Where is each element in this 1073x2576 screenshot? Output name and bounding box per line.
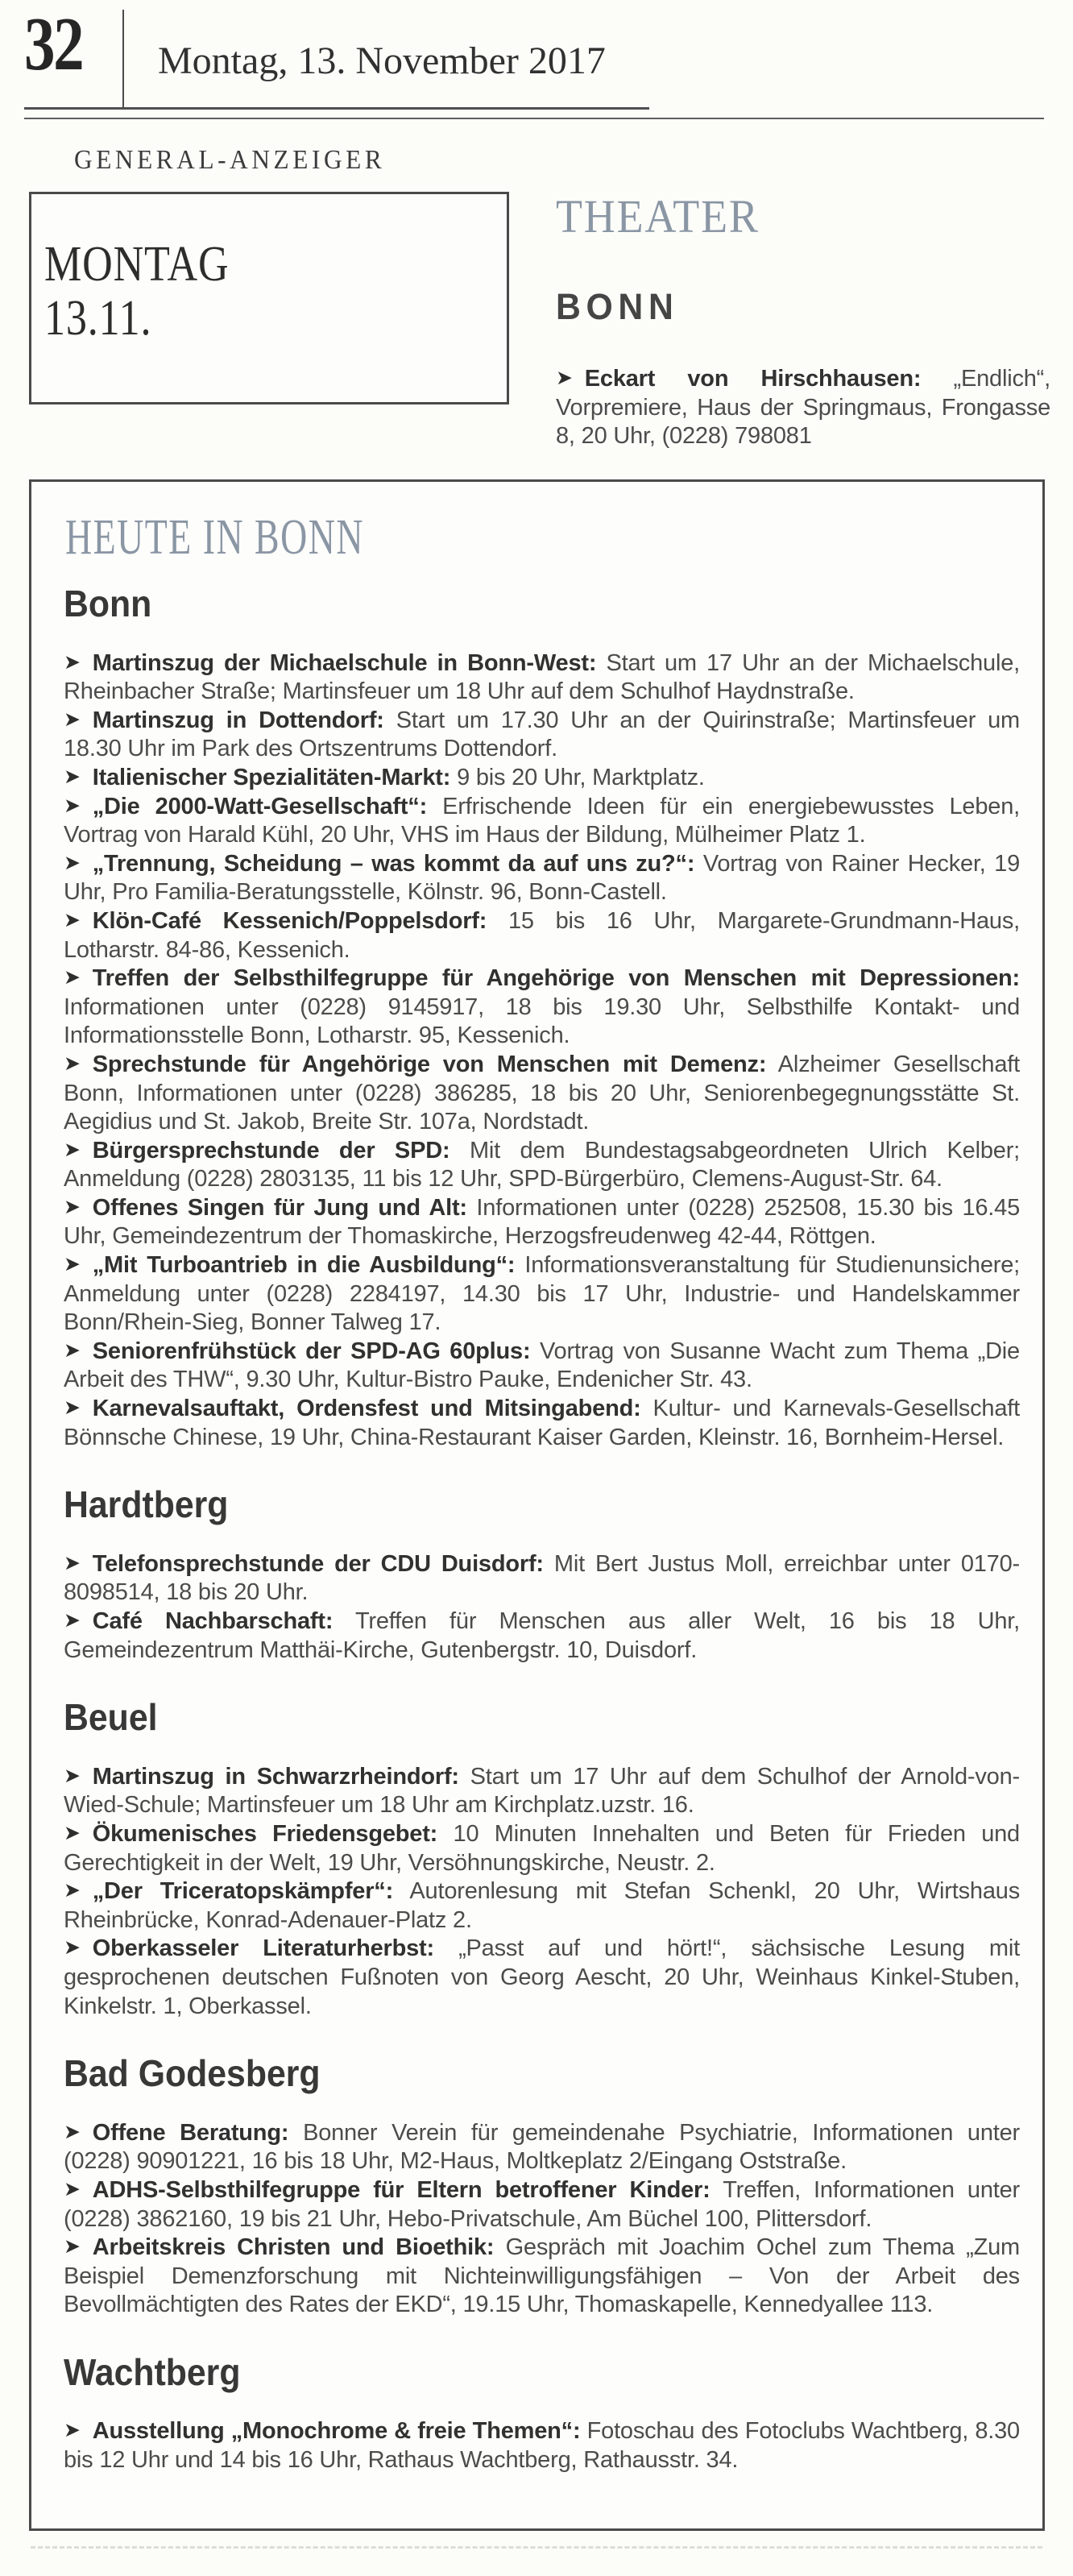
bullet-arrow-icon: ➤	[64, 793, 81, 817]
event-item	[64, 1607, 1020, 1665]
day-box-date: 13.11.	[44, 291, 152, 346]
section-heading-hardtberg: Hardtberg	[64, 1483, 229, 1526]
event-item	[64, 2176, 1020, 2234]
section-heading-bonn: Bonn	[64, 583, 152, 624]
event-lead: Eckart von Hirschhausen:	[584, 366, 922, 392]
bullet-arrow-icon: ➤	[64, 2234, 81, 2259]
event-item	[64, 649, 1020, 707]
theater-city-heading: BONN	[556, 286, 679, 327]
bottom-scan-line	[31, 2546, 1042, 2549]
event-text: Informationen unter (0228) 9145917, 18 bis 19.30 Uhr, Selbsthilfe Kontakt- und Informationsstelle Bonn, Lotharstr. 95, Kessenich.	[64, 993, 1020, 1049]
header-rule-top	[24, 107, 649, 110]
event-item	[64, 1137, 1020, 1194]
event-item	[64, 793, 1020, 850]
event-lead: Seniorenfrühstück der SPD-AG 60plus:	[92, 1338, 531, 1364]
event-text: Treffen, Informationen unter (0228) 3862160, 19 bis 21 Uhr, Hebo-Privatschule, Am Büchel 100, Plittersdorf.	[64, 2176, 1020, 2232]
event-item	[64, 1051, 1020, 1137]
bullet-arrow-icon: ➤	[64, 1396, 81, 1420]
event-item	[64, 1550, 1020, 1607]
theater-title: THEATER	[556, 190, 760, 243]
event-item	[64, 1251, 1020, 1338]
bullet-arrow-icon: ➤	[64, 1051, 81, 1075]
section-event-list	[64, 649, 1020, 1453]
bullet-arrow-icon: ➤	[64, 2176, 81, 2201]
event-text: Informationsveranstaltung für Studienunsichere; Anmeldung unter (0228) 2284197, 14.30 bis 17 Uhr, Industrie- und Handelskammer Bonn/Rhein-Sieg, Bonner Talweg 17.	[64, 1252, 1020, 1336]
header-rule-bottom	[24, 118, 1044, 119]
heute-title: HEUTE IN BONN	[65, 510, 364, 565]
heute-in-bonn-box	[29, 479, 1045, 2531]
event-lead: Oberkasseler Literaturherbst:	[92, 1935, 434, 1962]
section-event-list	[64, 2417, 1020, 2474]
heute-sections	[64, 583, 1020, 2475]
event-text: Kultur- und Karnevals-Gesellschaft Bönnsche Chinese, 19 Uhr, China-Restaurant Kaiser Garden, Kleinstr. 16, Bornheim-Hersel.	[64, 1396, 1020, 1450]
event-item	[556, 365, 1050, 451]
event-lead: Italienischer Spezialitäten-Markt:	[92, 764, 451, 790]
bullet-arrow-icon: ➤	[64, 1338, 81, 1362]
event-item	[64, 1395, 1020, 1452]
event-item	[64, 2119, 1020, 2176]
event-text: Autorenlesung mit Stefan Schenkl, 20 Uhr, Wirtshaus Rheinbrücke, Konrad-Adenauer-Platz 2.	[64, 1878, 1020, 1933]
bullet-arrow-icon: ➤	[64, 965, 81, 989]
section-heading-wachtberg: Wachtberg	[64, 2350, 241, 2393]
event-lead: „Trennung, Scheidung – was kommt da auf uns zu?“:	[92, 850, 695, 877]
page-date: Montag, 13. November 2017	[158, 39, 606, 82]
event-text: Mit Bert Justus Moll, erreichbar unter 0170-8098514, 18 bis 20 Uhr.	[64, 1550, 1020, 1606]
event-text: Gespräch mit Joachim Ochel zum Thema „Zum Beispiel Demenzforschung mit Nichteinwilligungsfähigen – Von der Arbeit des Bevollmächtigten des Rates der EKD“, 19.15 Uhr, Thomaskapelle, Kennedyallee 113.	[64, 2234, 1020, 2318]
event-lead: Bürgersprechstunde der SPD:	[92, 1137, 450, 1164]
header-divider	[122, 10, 124, 108]
bullet-arrow-icon: ➤	[64, 1935, 81, 1960]
theater-section	[556, 190, 1050, 451]
event-lead: Café Nachbarschaft:	[92, 1608, 334, 1634]
event-item	[64, 1194, 1020, 1251]
event-item	[64, 1338, 1020, 1395]
event-text: „Passt auf und hört!“, sächsische Lesung mit gesprochenen deutschen Fußnoten von Georg Aescht, 20 Uhr, Weinhaus Kinkel-Stuben, Kinkelstr. 1, Oberkassel.	[64, 1935, 1020, 2019]
section-event-list	[64, 2119, 1020, 2320]
masthead: GENERAL-ANZEIGER	[74, 145, 386, 175]
event-item	[64, 2234, 1020, 2320]
event-item	[64, 907, 1020, 964]
event-lead: „Die 2000-Watt-Gesellschaft“:	[92, 793, 428, 819]
event-text: Vortrag von Rainer Hecker, 19 Uhr, Pro Familia-Beratungsstelle, Kölnstr. 96, Bonn-Castell.	[64, 850, 1021, 906]
event-text: Start um 17 Uhr auf dem Schulhof der Arnold-von-Wied-Schule; Martinsfeuer um 18 Uhr am Kirchplatz.uzstr. 16.	[64, 1763, 1020, 1819]
event-lead: Telefonsprechstunde der CDU Duisdorf:	[92, 1550, 544, 1577]
event-lead: Treffen der Selbsthilfegruppe für Angehörige von Menschen mit Depressionen:	[92, 965, 1020, 992]
section-heading-beuel: Beuel	[64, 1696, 158, 1739]
event-item	[64, 1820, 1020, 1877]
event-lead: Ökumenisches Friedensgebet:	[92, 1820, 438, 1847]
event-item	[64, 707, 1020, 764]
bullet-arrow-icon: ➤	[64, 1194, 81, 1218]
event-lead: „Der Triceratopskämpfer“:	[92, 1878, 394, 1905]
page-number: 32	[24, 2, 83, 86]
event-text: 9 bis 20 Uhr, Marktplatz.	[457, 764, 705, 790]
event-lead: Karnevalsauftakt, Ordensfest und Mitsingabend:	[92, 1396, 641, 1422]
bullet-arrow-icon: ➤	[556, 366, 573, 389]
event-lead: Klön-Café Kessenich/Poppelsdorf:	[92, 907, 487, 934]
day-box	[29, 192, 509, 404]
event-text: Start um 17 Uhr an der Michaelschule, Rheinbacher Straße; Martinsfeuer um 18 Uhr auf dem Schulhof Haydnstraße.	[64, 649, 1020, 705]
bullet-arrow-icon: ➤	[64, 1608, 81, 1632]
bullet-arrow-icon: ➤	[64, 1550, 81, 1574]
event-lead: Arbeitskreis Christen und Bioethik:	[92, 2234, 495, 2261]
event-text: Alzheimer Gesellschaft Bonn, Informationen unter (0228) 386285, 18 bis 20 Uhr, Seniorenbegegnungsstätte St. Aegidius und St. Jakob, Breite Str. 107a, Nordstadt.	[64, 1051, 1020, 1135]
bullet-arrow-icon: ➤	[64, 1820, 81, 1844]
event-text: 10 Minuten Innehalten und Beten für Frieden und Gerechtigkeit in der Welt, 19 Uhr, Versöhnungskirche, Neustr. 2.	[64, 1820, 1020, 1876]
event-lead: Sprechstunde für Angehörige von Menschen mit Demenz:	[92, 1051, 767, 1077]
event-text: Vortrag von Susanne Wacht zum Thema „Die Arbeit des THW“, 9.30 Uhr, Kultur-Bistro Pauke, Endenicher Str. 43.	[64, 1338, 1020, 1393]
section-heading-bad-godesberg: Bad Godesberg	[64, 2052, 321, 2095]
event-lead: Martinszug der Michaelschule in Bonn-West:	[92, 649, 597, 676]
event-text: Informationen unter (0228) 252508, 15.30 bis 16.45 Uhr, Gemeindezentrum der Thomaskirche, Herzogsfreudenweg 42-44, Röttgen.	[64, 1194, 1021, 1250]
event-item	[64, 764, 1020, 793]
event-text: Treffen für Menschen aus aller Welt, 16 bis 18 Uhr, Gemeindezentrum Matthäi-Kirche, Gutenbergstr. 10, Duisdorf.	[64, 1608, 1020, 1663]
event-item	[64, 964, 1020, 1051]
event-item	[64, 1763, 1020, 1820]
event-text: Fotoschau des Fotoclubs Wachtberg, 8.30 bis 12 Uhr und 14 bis 16 Uhr, Rathaus Wachtberg, Rathausstr. 34.	[64, 2418, 1020, 2474]
event-text: Bonner Verein für gemeindenahe Psychiatrie, Informationen unter (0228) 90901221, 16 bis 18 Uhr, M2-Haus, Moltkeplatz 2/Eingang Oststraße.	[64, 2119, 1020, 2175]
section-event-list	[64, 1550, 1020, 1665]
event-lead: Ausstellung „Monochrome & freie Themen“:	[92, 2418, 581, 2445]
event-text: Start um 17.30 Uhr an der Quirinstraße; Martinsfeuer um 18.30 Uhr im Park des Ortszentrums Dottendorf.	[64, 707, 1020, 762]
event-text: 15 bis 16 Uhr, Margarete-Grundmann-Haus, Lotharstr. 84-86, Kessenich.	[64, 907, 1020, 963]
bullet-arrow-icon: ➤	[64, 707, 81, 731]
bullet-arrow-icon: ➤	[64, 764, 81, 788]
event-item	[64, 2417, 1020, 2474]
section-event-list	[64, 1763, 1020, 2021]
bullet-arrow-icon: ➤	[64, 2418, 81, 2442]
bullet-arrow-icon: ➤	[64, 1878, 81, 1902]
bullet-arrow-icon: ➤	[64, 2119, 81, 2143]
event-text: „Endlich“, Vorpremiere, Haus der Springmaus, Frongasse 8, 20 Uhr, (0228) 798081	[556, 366, 1050, 450]
bullet-arrow-icon: ➤	[64, 649, 81, 674]
event-item	[64, 1935, 1020, 2021]
event-item	[64, 850, 1020, 907]
day-box-day: MONTAG	[44, 237, 230, 292]
event-lead: Martinszug in Dottendorf:	[92, 707, 384, 733]
event-lead: Martinszug in Schwarzrheindorf:	[92, 1763, 459, 1790]
bullet-arrow-icon: ➤	[64, 850, 81, 874]
event-lead: Offene Beratung:	[92, 2119, 289, 2146]
bullet-arrow-icon: ➤	[64, 1137, 81, 1161]
event-item	[64, 1877, 1020, 1935]
event-lead: „Mit Turboantrieb in die Ausbildung“:	[92, 1252, 516, 1279]
bullet-arrow-icon: ➤	[64, 907, 81, 931]
event-text: Erfrischende Ideen für ein energiebewusstes Leben, Vortrag von Harald Kühl, 20 Uhr, VHS im Haus der Bildung, Mülheimer Platz 1.	[64, 793, 1020, 848]
bullet-arrow-icon: ➤	[64, 1252, 81, 1276]
event-lead: Offenes Singen für Jung und Alt:	[92, 1194, 467, 1221]
event-text: Mit dem Bundestagsabgeordneten Ulrich Kelber; Anmeldung (0228) 2803135, 11 bis 12 Uhr, SPD-Bürgerbüro, Clemens-August-Str. 64.	[64, 1137, 1021, 1193]
bullet-arrow-icon: ➤	[64, 1763, 81, 1787]
event-lead: ADHS-Selbsthilfegruppe für Eltern betroffener Kinder:	[92, 2176, 710, 2203]
theater-event-list	[556, 365, 1050, 451]
